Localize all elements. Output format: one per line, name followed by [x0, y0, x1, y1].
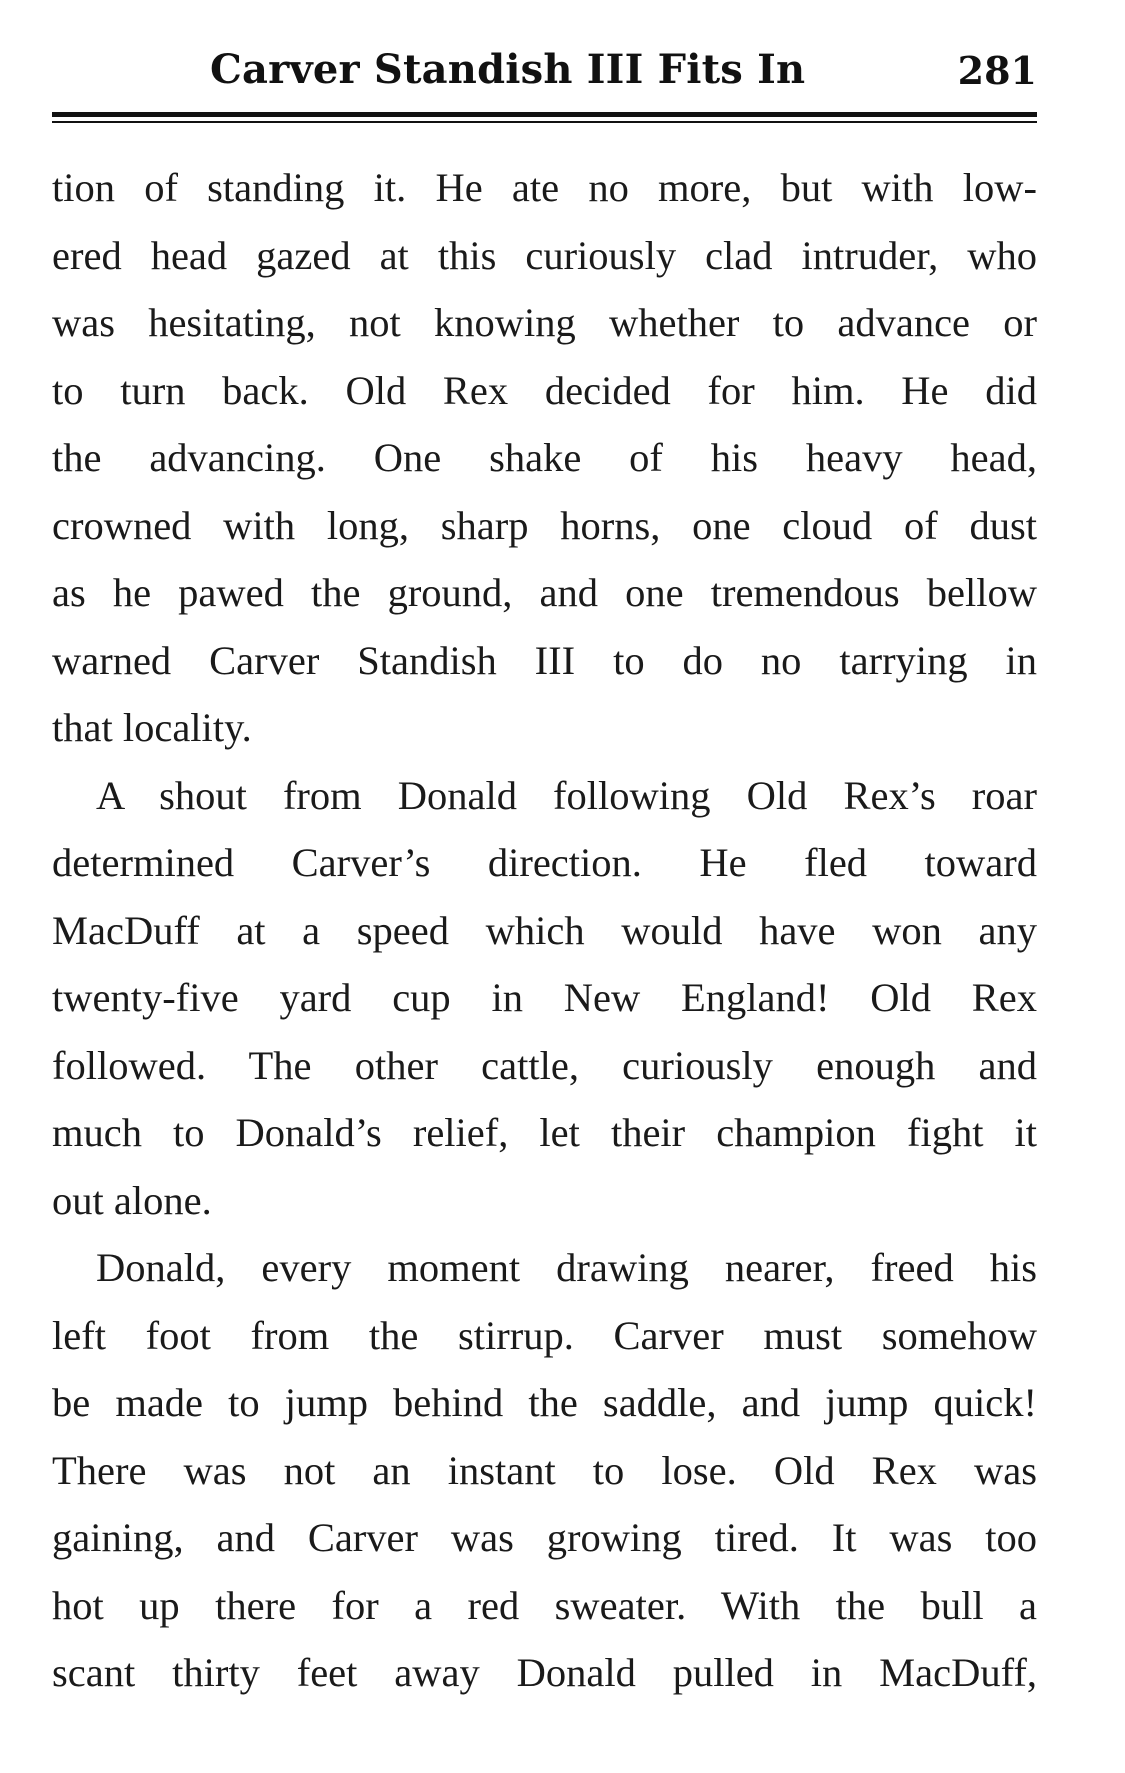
header-rule-thick — [52, 112, 1037, 117]
text-line: scant thirty feet away Donald pulled in MacDuff, — [52, 1650, 1037, 1695]
text-line: as he pawed the ground, and one tremendous bellow — [52, 570, 1037, 615]
running-head — [52, 40, 1037, 104]
text-line: that locality. — [52, 705, 252, 750]
text-line: twenty-five yard cup in New England! Old Rex — [52, 975, 1037, 1020]
header-rule-thin — [52, 121, 1037, 123]
book-page — [52, 40, 1037, 1740]
text-line: to turn back. Old Rex decided for him. He did — [52, 367, 1037, 413]
text-line: ered head gazed at this curiously clad intruder, who — [52, 232, 1037, 278]
text-line: gaining, and Carver was growing tired. It was too — [52, 1515, 1037, 1560]
paragraph-3 — [52, 1234, 1037, 1707]
text-line: much to Donald’s relief, let their champion fight it — [52, 1110, 1037, 1155]
text-line: hot up there for a red sweater. With the bull a — [52, 1582, 1037, 1628]
text-line: There was not an instant to lose. Old Rex was — [52, 1447, 1037, 1493]
paragraph-2 — [52, 762, 1037, 1235]
text-line: tion of standing it. He ate no more, but with low- — [52, 165, 1037, 210]
header-rule — [52, 112, 1037, 126]
text-line: followed. The other cattle, curiously enough and — [52, 1042, 1037, 1088]
body-text — [52, 154, 1037, 1707]
text-line: Donald, every moment drawing nearer, freed his — [96, 1245, 1037, 1290]
text-line: the advancing. One shake of his heavy head, — [52, 435, 1037, 480]
paragraph-1 — [52, 154, 1037, 762]
text-line: MacDuff at a speed which would have won any — [52, 907, 1037, 953]
text-line: left foot from the stirrup. Carver must somehow — [52, 1312, 1037, 1358]
page-number: 281 — [957, 48, 1037, 93]
text-line: crowned with long, sharp horns, one cloud of dust — [52, 502, 1037, 548]
text-line: out alone. — [52, 1177, 212, 1223]
text-line: A shout from Donald following Old Rex’s roar — [96, 772, 1037, 818]
running-title: Carver Standish III Fits In — [210, 46, 806, 93]
text-line: was hesitating, not knowing whether to advance or — [52, 300, 1037, 345]
text-line: warned Carver Standish III to do no tarrying in — [52, 637, 1037, 683]
text-line: determined Carver’s direction. He fled toward — [52, 840, 1037, 885]
text-line: be made to jump behind the saddle, and jump quick! — [52, 1380, 1037, 1425]
